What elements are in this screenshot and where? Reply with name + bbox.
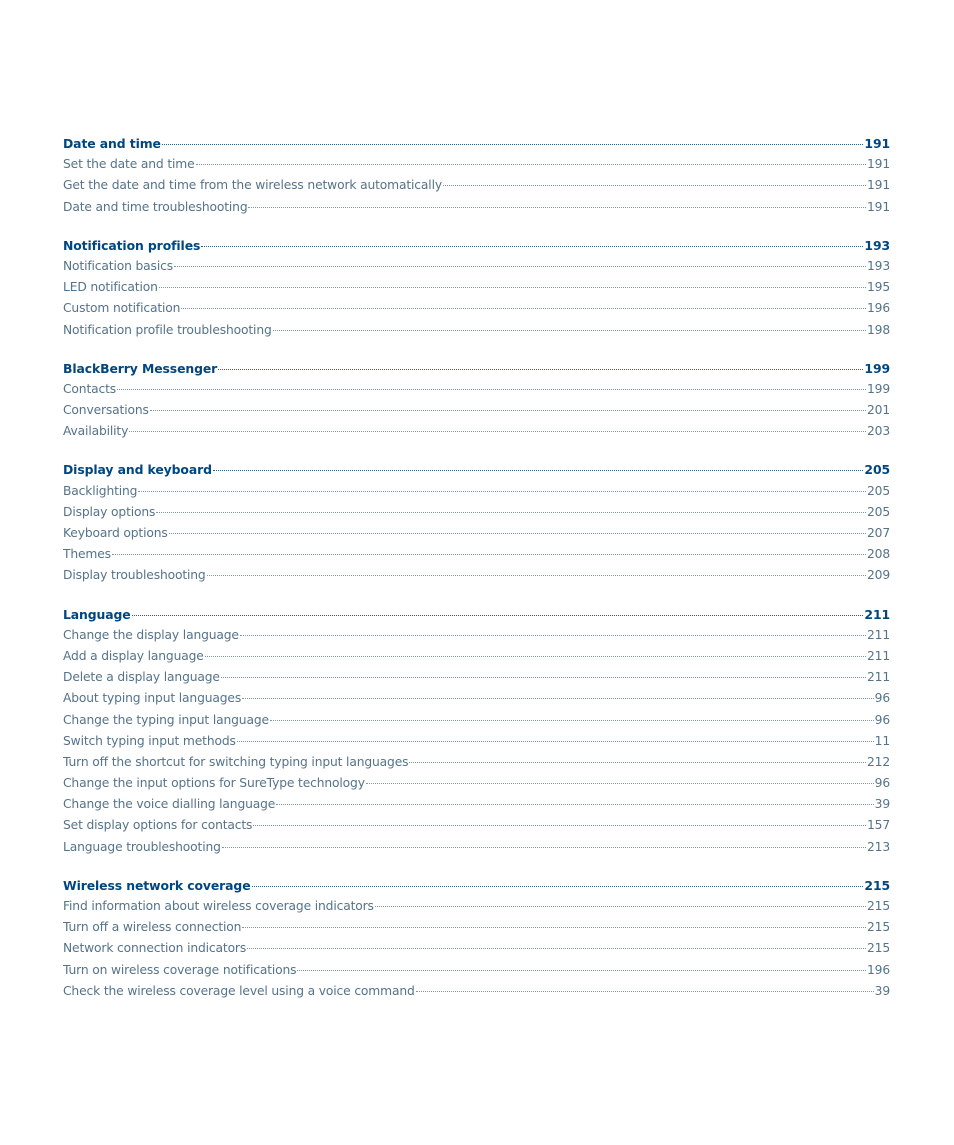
dot-leader bbox=[270, 720, 874, 721]
page-number[interactable]: 193 bbox=[864, 237, 890, 253]
entry-title[interactable]: Find information about wireless coverage indicators bbox=[63, 899, 374, 913]
toc-heading[interactable] bbox=[63, 604, 890, 625]
page-number[interactable]: 208 bbox=[866, 547, 890, 562]
entry-title[interactable]: Delete a display language bbox=[63, 670, 220, 685]
dot-leader bbox=[132, 615, 864, 616]
dot-leader bbox=[242, 927, 866, 928]
toc-entry[interactable] bbox=[63, 256, 890, 277]
toc-entry[interactable] bbox=[63, 837, 890, 858]
dot-leader bbox=[150, 410, 866, 411]
page-number[interactable]: 198 bbox=[866, 322, 890, 337]
dot-leader bbox=[375, 906, 866, 907]
page-number[interactable]: 215 bbox=[866, 920, 890, 935]
dot-leader bbox=[112, 554, 866, 555]
dot-leader bbox=[416, 991, 874, 992]
page-number[interactable]: 196 bbox=[866, 962, 890, 977]
toc-entry[interactable] bbox=[63, 960, 890, 981]
page-number[interactable]: 212 bbox=[866, 754, 890, 769]
dot-leader bbox=[273, 330, 866, 331]
page-number[interactable]: 207 bbox=[866, 526, 890, 540]
section-title[interactable]: Wireless network coverage bbox=[63, 877, 251, 893]
toc-entry[interactable] bbox=[63, 481, 890, 502]
toc-entry[interactable] bbox=[63, 731, 890, 752]
dot-leader bbox=[205, 656, 866, 657]
page-number[interactable]: 199 bbox=[866, 381, 890, 396]
entry-title[interactable]: Custom notification bbox=[63, 301, 181, 316]
toc-entry[interactable] bbox=[63, 421, 890, 442]
page-number[interactable]: 213 bbox=[866, 839, 890, 854]
page-number[interactable]: 211 bbox=[866, 648, 890, 663]
toc-entry[interactable] bbox=[63, 917, 890, 938]
page-number[interactable]: 191 bbox=[866, 178, 890, 193]
dot-leader bbox=[409, 762, 866, 763]
entry-title[interactable]: Notification profile troubleshooting bbox=[63, 322, 272, 337]
dot-leader bbox=[156, 512, 866, 513]
entry-title[interactable]: Date and time troubleshooting bbox=[63, 199, 248, 214]
section-title[interactable]: Language bbox=[63, 606, 131, 622]
toc-section-blackberry-messenger bbox=[63, 358, 890, 443]
toc-entry[interactable] bbox=[63, 667, 890, 688]
dot-leader bbox=[162, 144, 864, 145]
entry-title[interactable]: LED notification bbox=[63, 280, 158, 295]
page-number[interactable]: 199 bbox=[864, 360, 890, 376]
toc-entry[interactable] bbox=[63, 502, 890, 523]
toc-section-notification-profiles bbox=[63, 235, 890, 341]
entry-title[interactable]: Check the wireless coverage level using a voice command bbox=[63, 983, 415, 998]
dot-leader bbox=[297, 970, 866, 971]
page-number[interactable]: 215 bbox=[866, 899, 890, 913]
page-number[interactable]: 191 bbox=[866, 199, 890, 214]
page-number[interactable]: 215 bbox=[866, 941, 890, 956]
page-number[interactable]: 39 bbox=[874, 797, 890, 812]
dot-leader bbox=[248, 207, 865, 208]
toc-entry[interactable] bbox=[63, 544, 890, 565]
entry-title[interactable]: Backlighting bbox=[63, 483, 138, 498]
section-title[interactable]: Notification profiles bbox=[63, 237, 201, 253]
dot-leader bbox=[221, 677, 866, 678]
page-number[interactable]: 191 bbox=[864, 136, 890, 151]
section-title[interactable]: Date and time bbox=[63, 136, 161, 151]
dot-leader bbox=[129, 431, 866, 432]
entry-title[interactable]: Themes bbox=[63, 547, 111, 562]
entry-title[interactable]: Switch typing input methods bbox=[63, 733, 236, 748]
dot-leader bbox=[169, 533, 866, 534]
toc-heading[interactable] bbox=[63, 235, 890, 256]
dot-leader bbox=[117, 389, 866, 390]
page-number[interactable]: 191 bbox=[866, 157, 890, 172]
toc-section-language bbox=[63, 604, 890, 858]
toc-heading[interactable] bbox=[63, 358, 890, 379]
page-number[interactable]: 211 bbox=[866, 670, 890, 685]
page-number[interactable]: 211 bbox=[866, 627, 890, 642]
page-number[interactable]: 96 bbox=[874, 776, 890, 791]
entry-title[interactable]: Contacts bbox=[63, 381, 117, 396]
dot-leader bbox=[138, 491, 866, 492]
entry-title[interactable]: About typing input languages bbox=[63, 691, 242, 706]
toc-entry[interactable] bbox=[63, 625, 890, 646]
entry-title[interactable]: Keyboard options bbox=[63, 526, 168, 540]
entry-title[interactable]: Availability bbox=[63, 424, 129, 439]
toc-entry[interactable] bbox=[63, 981, 890, 1002]
page-number[interactable]: 39 bbox=[874, 983, 890, 998]
dot-leader bbox=[213, 470, 864, 471]
toc-section-wireless-network-coverage bbox=[63, 875, 890, 1002]
page-number[interactable]: 201 bbox=[866, 403, 890, 418]
dot-leader bbox=[201, 246, 863, 247]
dot-leader bbox=[252, 886, 864, 887]
entry-title[interactable]: Change the voice dialling language bbox=[63, 797, 276, 812]
dot-leader bbox=[253, 825, 866, 826]
entry-title[interactable]: Get the date and time from the wireless network automatically bbox=[63, 178, 442, 193]
entry-title[interactable]: Turn off the shortcut for switching typing input languages bbox=[63, 754, 409, 769]
toc-entry[interactable] bbox=[63, 710, 890, 731]
entry-title[interactable]: Conversations bbox=[63, 403, 149, 418]
toc-section-display-and-keyboard bbox=[63, 459, 890, 586]
dot-leader bbox=[181, 308, 866, 309]
dot-leader bbox=[222, 847, 866, 848]
entry-title[interactable]: Display options bbox=[63, 504, 156, 519]
entry-title[interactable]: Network connection indicators bbox=[63, 941, 247, 956]
toc-entry[interactable] bbox=[63, 197, 890, 218]
toc-heading[interactable] bbox=[63, 875, 890, 896]
page-number[interactable]: 157 bbox=[866, 818, 890, 833]
page-number[interactable]: 205 bbox=[866, 483, 890, 498]
page-number[interactable]: 96 bbox=[874, 691, 890, 706]
entry-title[interactable]: Change the typing input language bbox=[63, 712, 269, 727]
toc-entry[interactable] bbox=[63, 815, 890, 836]
page-number[interactable]: 205 bbox=[866, 504, 890, 519]
toc-entry[interactable] bbox=[63, 277, 890, 298]
toc-section-date-and-time bbox=[63, 133, 890, 218]
entry-title[interactable]: Set display options for contacts bbox=[63, 818, 253, 833]
dot-leader bbox=[159, 287, 866, 288]
entry-title[interactable]: Display troubleshooting bbox=[63, 568, 206, 583]
page-number[interactable]: 195 bbox=[866, 280, 890, 295]
entry-title[interactable]: Turn off a wireless connection bbox=[63, 920, 242, 935]
table-of-contents bbox=[63, 133, 890, 1019]
toc-heading[interactable] bbox=[63, 459, 890, 480]
toc-entry[interactable] bbox=[63, 320, 890, 341]
entry-title[interactable]: Add a display language bbox=[63, 648, 204, 663]
dot-leader bbox=[240, 635, 866, 636]
toc-entry[interactable] bbox=[63, 938, 890, 959]
page-number[interactable]: 196 bbox=[866, 301, 890, 316]
entry-title[interactable]: Language troubleshooting bbox=[63, 839, 221, 854]
entry-title[interactable]: Set the date and time bbox=[63, 157, 195, 172]
page-number[interactable]: 205 bbox=[864, 462, 890, 478]
toc-entry[interactable] bbox=[63, 752, 890, 773]
toc-entry[interactable] bbox=[63, 773, 890, 794]
page-number[interactable]: 193 bbox=[866, 258, 890, 273]
toc-entry[interactable] bbox=[63, 565, 890, 586]
entry-title[interactable]: Change the display language bbox=[63, 627, 239, 642]
dot-leader bbox=[196, 164, 866, 165]
toc-entry[interactable] bbox=[63, 794, 890, 815]
toc-entry[interactable] bbox=[63, 379, 890, 400]
toc-entry[interactable] bbox=[63, 896, 890, 917]
toc-entry[interactable] bbox=[63, 298, 890, 319]
dot-leader bbox=[366, 783, 874, 784]
page-number[interactable]: 11 bbox=[874, 733, 890, 748]
page-number[interactable]: 96 bbox=[874, 712, 890, 727]
dot-leader bbox=[247, 948, 866, 949]
toc-entry[interactable] bbox=[63, 646, 890, 667]
toc-entry[interactable] bbox=[63, 400, 890, 421]
page-number[interactable]: 215 bbox=[864, 877, 890, 893]
toc-entry[interactable] bbox=[63, 175, 890, 196]
section-title[interactable]: BlackBerry Messenger bbox=[63, 360, 218, 376]
page-number[interactable]: 209 bbox=[866, 568, 890, 583]
page-number[interactable]: 211 bbox=[864, 606, 890, 622]
entry-title[interactable]: Turn on wireless coverage notifications bbox=[63, 962, 297, 977]
dot-leader bbox=[276, 804, 873, 805]
dot-leader bbox=[443, 185, 866, 186]
dot-leader bbox=[174, 266, 866, 267]
toc-entry[interactable] bbox=[63, 688, 890, 709]
dot-leader bbox=[207, 575, 866, 576]
toc-entry[interactable] bbox=[63, 523, 890, 544]
dot-leader bbox=[242, 698, 874, 699]
dot-leader bbox=[237, 741, 874, 742]
entry-title[interactable]: Change the input options for SureType technology bbox=[63, 776, 365, 791]
toc-heading[interactable] bbox=[63, 133, 890, 154]
entry-title[interactable]: Notification basics bbox=[63, 258, 173, 273]
toc-entry[interactable] bbox=[63, 154, 890, 175]
dot-leader bbox=[218, 369, 863, 370]
page-number[interactable]: 203 bbox=[866, 424, 890, 439]
section-title[interactable]: Display and keyboard bbox=[63, 462, 212, 478]
